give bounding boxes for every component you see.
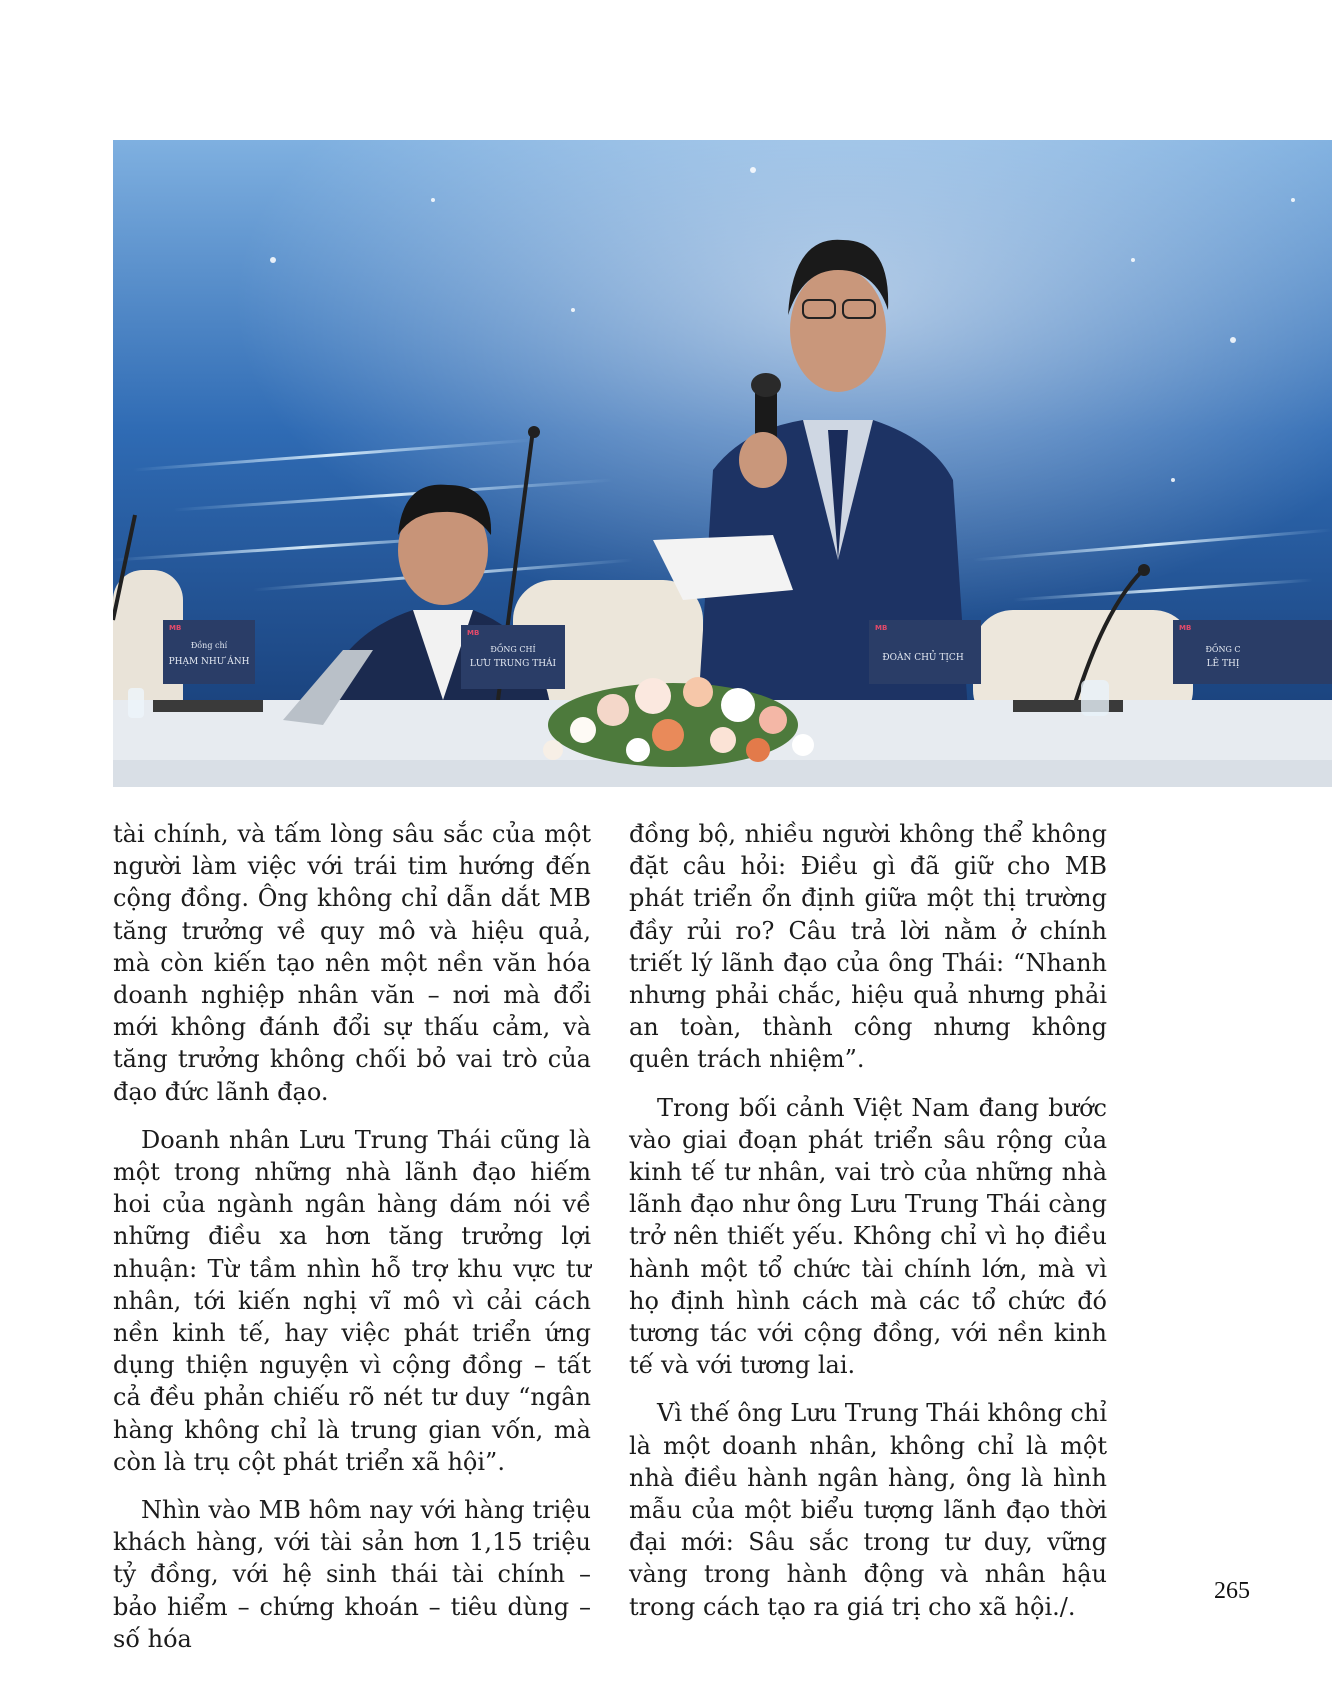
article-paragraph: tài chính, và tấm lòng sâu sắc của một người làm việc với trái tim hướng đến cộng đồng. Ông không chỉ dẫn dắt MB tăng trưởng về quy mô và hiệu quả, mà còn kiến tạo nên một nền văn hóa doanh nghiệp nhân văn – nơi mà đổi mới không đánh đổi sự thấu cảm, và tăng trưởng không chối bỏ vai trò của đạo đức lãnh đạo. (113, 820, 591, 1106)
placard-title-4: ĐỒNG C (1205, 645, 1241, 654)
conference-photo (113, 140, 1332, 787)
placard-title-1: Đồng chí (190, 641, 228, 650)
conference-photo-drawing (113, 140, 1332, 787)
placard-name-4: LÊ THỊ (1206, 659, 1240, 669)
article-paragraph: đồng bộ, nhiều người không thể không đặt câu hỏi: Điều gì đã giữ cho MB phát triển ổn định giữa một thị trường đầy rủi ro? Câu trả lời nằm ở chính triết lý lãnh đạo của ông Thái: “Nhanh nhưng phải chắc, hiệu quả nhưng phải an toàn, thành công nhưng không quên trách nhiệm”. (629, 820, 1107, 1074)
placard-title-2: ĐỒNG CHÍ (490, 645, 536, 654)
placard-name-1: PHẠM NHƯ ÁNH (168, 657, 250, 667)
placard-logo-3: MB (875, 624, 888, 632)
page-number: 265 (1214, 1578, 1250, 1604)
placard-logo-1: MB (169, 624, 182, 632)
article-right-column (629, 818, 1107, 1639)
placard-logo-4: MB (1179, 624, 1192, 632)
article-left-column (113, 818, 591, 1671)
article-paragraph: Trong bối cảnh Việt Nam đang bước vào giai đoạn phát triển sâu rộng của kinh tế tư nhân, vai trò của những nhà lãnh đạo như ông Lưu Trung Thái càng trở nên thiết yếu. Không chỉ vì họ điều hành một tổ chức tài chính lớn, mà vì họ định hình cách mà các tổ chức đó tương tác với cộng đồng, với nền kinh tế và với tương lai. (629, 1093, 1107, 1380)
placard-name-3: ĐOÀN CHỦ TỊCH (882, 653, 964, 663)
article-paragraph: Doanh nhân Lưu Trung Thái cũng là một trong những nhà lãnh đạo hiếm hoi của ngành ngân hàng dám nói về những điều xa hơn tăng trưởng lợi nhuận: Từ tầm nhìn hỗ trợ khu vực tư nhân, tới kiến nghị vĩ mô vì cải cách nền kinh tế, hay việc phát triển ứng dụng thiện nguyện vì cộng đồng – tất cả đều phản chiếu rõ nét tư duy “ngân hàng không chỉ là trung gian vốn, mà còn là trụ cột phát triển xã hội”. (113, 1125, 591, 1476)
article-paragraph: Nhìn vào MB hôm nay với hàng triệu khách hàng, với tài sản hơn 1,15 triệu tỷ đồng, với hệ sinh thái tài chính – bảo hiểm – chứng khoán – tiêu dùng – số hóa (113, 1496, 591, 1653)
placard-name-2: LƯU TRUNG THÁI (469, 659, 557, 669)
article-paragraph: Vì thế ông Lưu Trung Thái không chỉ là một doanh nhân, không chỉ là một nhà điều hành ngân hàng, ông là hình mẫu của một biểu tượng lãnh đạo thời đại mới: Sâu sắc trong tư duy, vững vàng trong hành động và nhân hậu trong cách tạo ra giá trị cho xã hội./. (629, 1399, 1107, 1621)
placard-logo-2: MB (467, 629, 480, 637)
